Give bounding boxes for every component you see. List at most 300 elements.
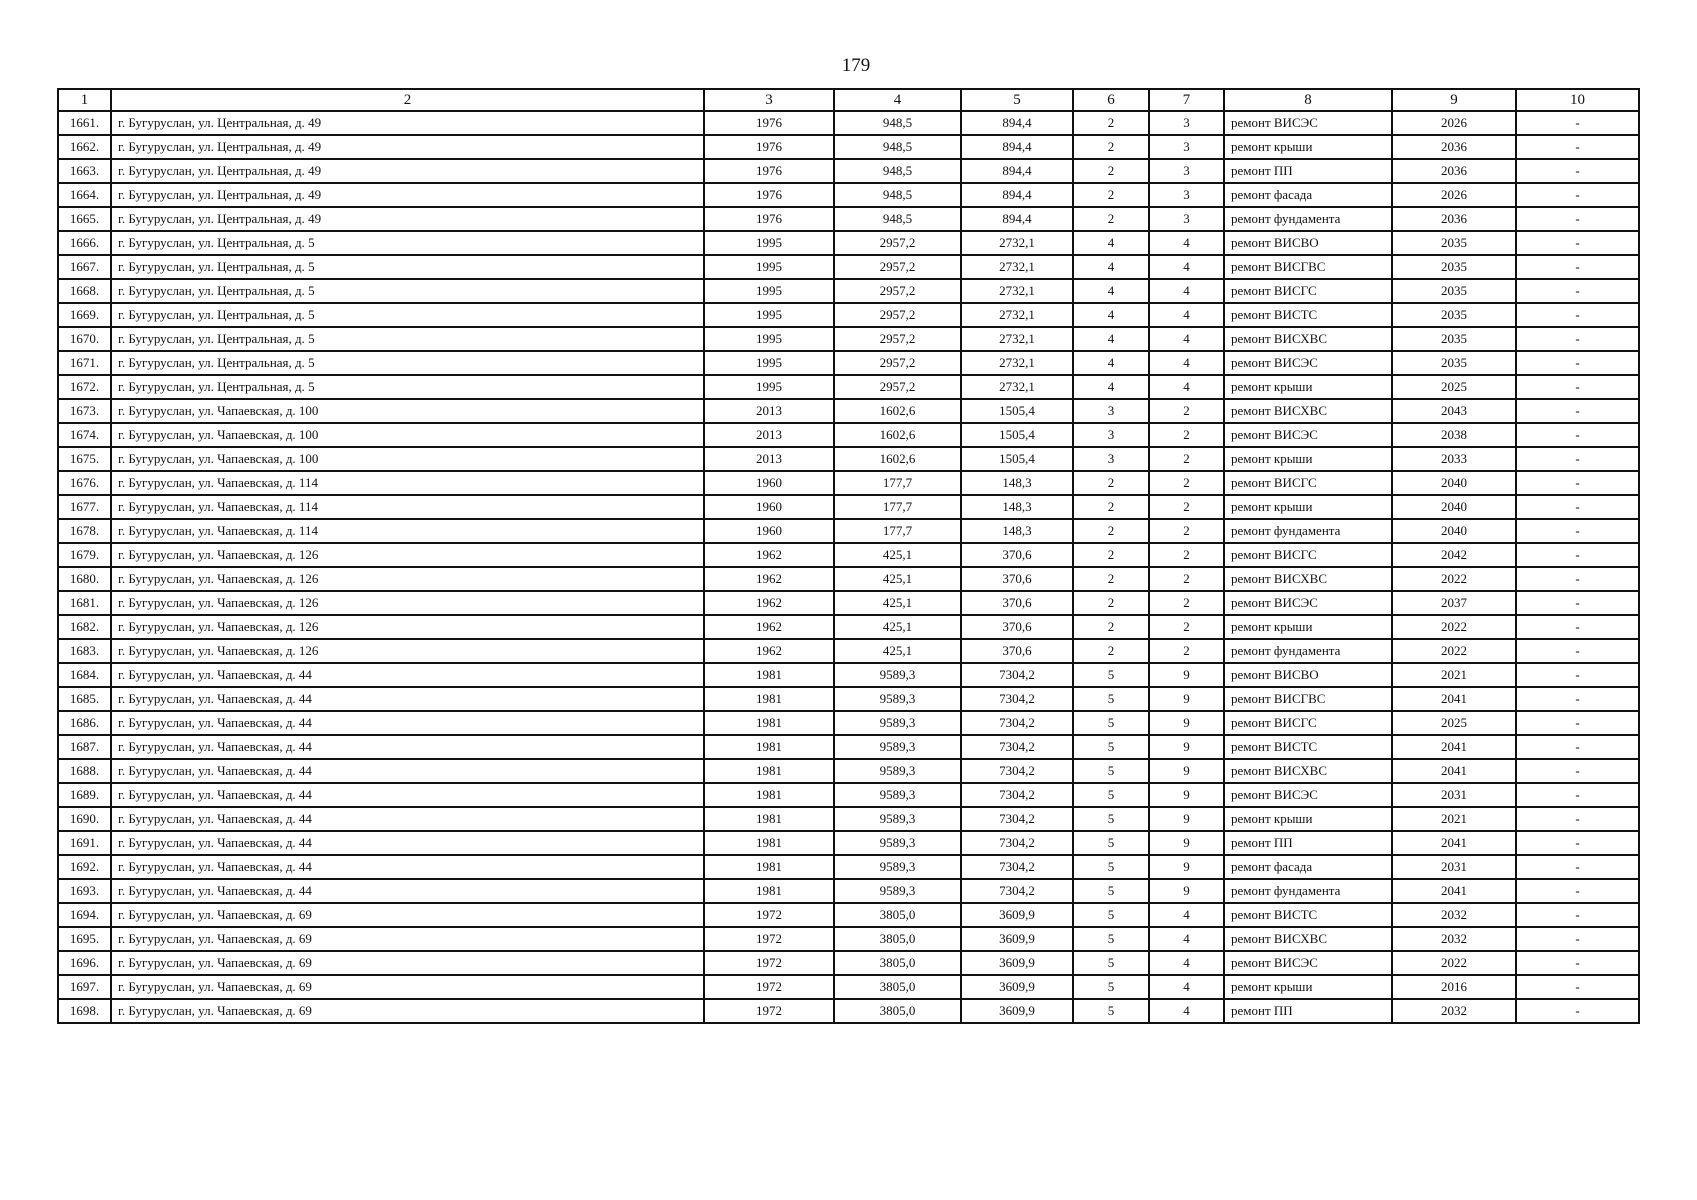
cell-year: 1995 — [704, 375, 834, 399]
cell-address: г. Бугуруслан, ул. Чапаевская, д. 44 — [111, 735, 704, 759]
cell-living-area: 894,4 — [961, 207, 1073, 231]
table-row — [58, 951, 1639, 975]
cell-row-number: 1663. — [58, 159, 111, 183]
cell-work-type: ремонт ВИСХВС — [1224, 327, 1392, 351]
cell-floors: 5 — [1073, 831, 1149, 855]
table-row — [58, 159, 1639, 183]
cell-entrances: 3 — [1149, 111, 1224, 135]
cell-work-type: ремонт ПП — [1224, 159, 1392, 183]
cell-planned-year: 2043 — [1392, 399, 1516, 423]
cell-planned-year: 2022 — [1392, 639, 1516, 663]
cell-planned-year: 2035 — [1392, 327, 1516, 351]
cell-address: г. Бугуруслан, ул. Чапаевская, д. 100 — [111, 423, 704, 447]
cell-living-area: 370,6 — [961, 567, 1073, 591]
cell-note: - — [1516, 183, 1639, 207]
cell-entrances: 2 — [1149, 399, 1224, 423]
cell-floors: 4 — [1073, 351, 1149, 375]
cell-row-number: 1674. — [58, 423, 111, 447]
cell-floors: 2 — [1073, 135, 1149, 159]
table-row — [58, 903, 1639, 927]
table-row — [58, 543, 1639, 567]
cell-planned-year: 2040 — [1392, 471, 1516, 495]
cell-note: - — [1516, 591, 1639, 615]
cell-year: 1976 — [704, 111, 834, 135]
cell-row-number: 1682. — [58, 615, 111, 639]
cell-living-area: 3609,9 — [961, 975, 1073, 999]
cell-entrances: 9 — [1149, 735, 1224, 759]
cell-entrances: 9 — [1149, 759, 1224, 783]
cell-floors: 5 — [1073, 687, 1149, 711]
cell-note: - — [1516, 783, 1639, 807]
col-header-4: 4 — [834, 89, 961, 111]
cell-entrances: 4 — [1149, 231, 1224, 255]
cell-year: 1962 — [704, 543, 834, 567]
col-header-2: 2 — [111, 89, 704, 111]
cell-note: - — [1516, 711, 1639, 735]
cell-planned-year: 2036 — [1392, 207, 1516, 231]
cell-floors: 4 — [1073, 375, 1149, 399]
cell-row-number: 1664. — [58, 183, 111, 207]
cell-work-type: ремонт фасада — [1224, 183, 1392, 207]
cell-planned-year: 2032 — [1392, 927, 1516, 951]
table-row — [58, 183, 1639, 207]
cell-note: - — [1516, 543, 1639, 567]
cell-floors: 3 — [1073, 399, 1149, 423]
cell-work-type: ремонт фасада — [1224, 855, 1392, 879]
cell-living-area: 2732,1 — [961, 351, 1073, 375]
cell-floors: 5 — [1073, 711, 1149, 735]
cell-entrances: 9 — [1149, 783, 1224, 807]
cell-living-area: 370,6 — [961, 639, 1073, 663]
cell-note: - — [1516, 375, 1639, 399]
cell-living-area: 894,4 — [961, 135, 1073, 159]
cell-address: г. Бугуруслан, ул. Чапаевская, д. 100 — [111, 447, 704, 471]
cell-planned-year: 2022 — [1392, 951, 1516, 975]
cell-work-type: ремонт крыши — [1224, 495, 1392, 519]
cell-row-number: 1695. — [58, 927, 111, 951]
cell-entrances: 4 — [1149, 303, 1224, 327]
cell-year: 1995 — [704, 351, 834, 375]
cell-planned-year: 2035 — [1392, 303, 1516, 327]
cell-planned-year: 2022 — [1392, 615, 1516, 639]
cell-planned-year: 2033 — [1392, 447, 1516, 471]
cell-planned-year: 2025 — [1392, 711, 1516, 735]
cell-entrances: 9 — [1149, 831, 1224, 855]
cell-address: г. Бугуруслан, ул. Чапаевская, д. 114 — [111, 495, 704, 519]
cell-work-type: ремонт ВИСВО — [1224, 231, 1392, 255]
cell-address: г. Бугуруслан, ул. Центральная, д. 5 — [111, 375, 704, 399]
cell-year: 1972 — [704, 975, 834, 999]
cell-entrances: 2 — [1149, 447, 1224, 471]
header-row — [58, 89, 1639, 111]
cell-total-area: 425,1 — [834, 591, 961, 615]
cell-total-area: 9589,3 — [834, 663, 961, 687]
cell-row-number: 1686. — [58, 711, 111, 735]
cell-year: 1972 — [704, 903, 834, 927]
cell-total-area: 948,5 — [834, 111, 961, 135]
cell-living-area: 7304,2 — [961, 759, 1073, 783]
cell-address: г. Бугуруслан, ул. Чапаевская, д. 44 — [111, 831, 704, 855]
cell-row-number: 1665. — [58, 207, 111, 231]
cell-year: 1960 — [704, 495, 834, 519]
cell-year: 1976 — [704, 183, 834, 207]
table-row — [58, 279, 1639, 303]
cell-living-area: 2732,1 — [961, 255, 1073, 279]
cell-year: 1962 — [704, 591, 834, 615]
cell-living-area: 3609,9 — [961, 927, 1073, 951]
cell-planned-year: 2038 — [1392, 423, 1516, 447]
cell-address: г. Бугуруслан, ул. Центральная, д. 5 — [111, 327, 704, 351]
cell-floors: 5 — [1073, 927, 1149, 951]
cell-floors: 5 — [1073, 903, 1149, 927]
cell-entrances: 4 — [1149, 255, 1224, 279]
cell-row-number: 1688. — [58, 759, 111, 783]
cell-planned-year: 2041 — [1392, 879, 1516, 903]
cell-row-number: 1683. — [58, 639, 111, 663]
cell-address: г. Бугуруслан, ул. Центральная, д. 5 — [111, 303, 704, 327]
cell-note: - — [1516, 927, 1639, 951]
cell-note: - — [1516, 663, 1639, 687]
cell-planned-year: 2041 — [1392, 759, 1516, 783]
cell-row-number: 1676. — [58, 471, 111, 495]
cell-living-area: 7304,2 — [961, 807, 1073, 831]
cell-living-area: 148,3 — [961, 471, 1073, 495]
cell-work-type: ремонт фундамента — [1224, 639, 1392, 663]
cell-year: 1995 — [704, 231, 834, 255]
cell-living-area: 2732,1 — [961, 279, 1073, 303]
cell-note: - — [1516, 615, 1639, 639]
cell-total-area: 948,5 — [834, 183, 961, 207]
table-row — [58, 807, 1639, 831]
cell-living-area: 370,6 — [961, 591, 1073, 615]
cell-living-area: 1505,4 — [961, 423, 1073, 447]
cell-floors: 2 — [1073, 111, 1149, 135]
cell-planned-year: 2042 — [1392, 543, 1516, 567]
cell-living-area: 148,3 — [961, 495, 1073, 519]
cell-year: 1972 — [704, 999, 834, 1023]
cell-living-area: 370,6 — [961, 543, 1073, 567]
cell-floors: 2 — [1073, 495, 1149, 519]
cell-address: г. Бугуруслан, ул. Центральная, д. 49 — [111, 159, 704, 183]
cell-note: - — [1516, 855, 1639, 879]
cell-floors: 5 — [1073, 975, 1149, 999]
cell-floors: 4 — [1073, 303, 1149, 327]
cell-note: - — [1516, 903, 1639, 927]
cell-entrances: 9 — [1149, 807, 1224, 831]
cell-row-number: 1692. — [58, 855, 111, 879]
cell-year: 1976 — [704, 207, 834, 231]
cell-entrances: 4 — [1149, 951, 1224, 975]
cell-entrances: 3 — [1149, 135, 1224, 159]
table-body — [58, 111, 1639, 1023]
cell-work-type: ремонт крыши — [1224, 807, 1392, 831]
cell-total-area: 2957,2 — [834, 303, 961, 327]
cell-year: 1995 — [704, 279, 834, 303]
table-row — [58, 663, 1639, 687]
cell-entrances: 4 — [1149, 279, 1224, 303]
cell-planned-year: 2035 — [1392, 231, 1516, 255]
cell-total-area: 1602,6 — [834, 399, 961, 423]
cell-row-number: 1661. — [58, 111, 111, 135]
cell-note: - — [1516, 735, 1639, 759]
col-header-7: 7 — [1149, 89, 1224, 111]
cell-note: - — [1516, 471, 1639, 495]
cell-year: 1976 — [704, 135, 834, 159]
cell-living-area: 7304,2 — [961, 663, 1073, 687]
cell-planned-year: 2040 — [1392, 519, 1516, 543]
cell-note: - — [1516, 495, 1639, 519]
cell-entrances: 2 — [1149, 615, 1224, 639]
table-row — [58, 495, 1639, 519]
cell-work-type: ремонт ВИСГС — [1224, 471, 1392, 495]
cell-planned-year: 2021 — [1392, 663, 1516, 687]
cell-address: г. Бугуруслан, ул. Чапаевская, д. 69 — [111, 975, 704, 999]
table-row — [58, 111, 1639, 135]
cell-entrances: 2 — [1149, 423, 1224, 447]
cell-work-type: ремонт ВИСХВС — [1224, 399, 1392, 423]
cell-total-area: 9589,3 — [834, 783, 961, 807]
cell-note: - — [1516, 567, 1639, 591]
table-row — [58, 999, 1639, 1023]
cell-work-type: ремонт фундамента — [1224, 879, 1392, 903]
cell-planned-year: 2041 — [1392, 735, 1516, 759]
cell-planned-year: 2025 — [1392, 375, 1516, 399]
cell-work-type: ремонт ВИСХВС — [1224, 759, 1392, 783]
cell-work-type: ремонт ВИСЭС — [1224, 783, 1392, 807]
cell-note: - — [1516, 519, 1639, 543]
cell-note: - — [1516, 951, 1639, 975]
cell-year: 1962 — [704, 639, 834, 663]
cell-note: - — [1516, 351, 1639, 375]
cell-work-type: ремонт ПП — [1224, 999, 1392, 1023]
cell-total-area: 9589,3 — [834, 831, 961, 855]
cell-entrances: 2 — [1149, 591, 1224, 615]
table-row — [58, 207, 1639, 231]
cell-living-area: 148,3 — [961, 519, 1073, 543]
cell-planned-year: 2036 — [1392, 135, 1516, 159]
cell-note: - — [1516, 999, 1639, 1023]
cell-work-type: ремонт ПП — [1224, 831, 1392, 855]
cell-year: 1976 — [704, 159, 834, 183]
table-row — [58, 927, 1639, 951]
cell-address: г. Бугуруслан, ул. Чапаевская, д. 44 — [111, 855, 704, 879]
table-row — [58, 519, 1639, 543]
cell-address: г. Бугуруслан, ул. Чапаевская, д. 44 — [111, 783, 704, 807]
cell-total-area: 2957,2 — [834, 231, 961, 255]
cell-address: г. Бугуруслан, ул. Чапаевская, д. 44 — [111, 687, 704, 711]
cell-note: - — [1516, 423, 1639, 447]
cell-entrances: 2 — [1149, 567, 1224, 591]
cell-work-type: ремонт крыши — [1224, 615, 1392, 639]
cell-year: 1981 — [704, 687, 834, 711]
cell-work-type: ремонт ВИСЭС — [1224, 951, 1392, 975]
cell-living-area: 7304,2 — [961, 687, 1073, 711]
cell-year: 1962 — [704, 615, 834, 639]
cell-row-number: 1681. — [58, 591, 111, 615]
cell-total-area: 948,5 — [834, 207, 961, 231]
cell-year: 1981 — [704, 711, 834, 735]
cell-year: 1981 — [704, 879, 834, 903]
cell-entrances: 4 — [1149, 927, 1224, 951]
cell-address: г. Бугуруслан, ул. Центральная, д. 5 — [111, 255, 704, 279]
cell-living-area: 7304,2 — [961, 711, 1073, 735]
cell-work-type: ремонт фундамента — [1224, 207, 1392, 231]
cell-planned-year: 2021 — [1392, 807, 1516, 831]
cell-year: 1972 — [704, 951, 834, 975]
cell-row-number: 1697. — [58, 975, 111, 999]
cell-planned-year: 2041 — [1392, 687, 1516, 711]
cell-floors: 5 — [1073, 807, 1149, 831]
cell-work-type: ремонт ВИСГВС — [1224, 255, 1392, 279]
cell-year: 1981 — [704, 783, 834, 807]
cell-year: 1995 — [704, 255, 834, 279]
cell-note: - — [1516, 399, 1639, 423]
cell-address: г. Бугуруслан, ул. Чапаевская, д. 44 — [111, 759, 704, 783]
cell-planned-year: 2026 — [1392, 111, 1516, 135]
cell-year: 1995 — [704, 327, 834, 351]
cell-address: г. Бугуруслан, ул. Чапаевская, д. 44 — [111, 663, 704, 687]
cell-work-type: ремонт ВИСЭС — [1224, 591, 1392, 615]
cell-year: 1981 — [704, 855, 834, 879]
cell-row-number: 1694. — [58, 903, 111, 927]
cell-work-type: ремонт ВИСХВС — [1224, 927, 1392, 951]
cell-floors: 5 — [1073, 759, 1149, 783]
cell-row-number: 1677. — [58, 495, 111, 519]
table-row — [58, 399, 1639, 423]
cell-address: г. Бугуруслан, ул. Чапаевская, д. 126 — [111, 639, 704, 663]
cell-living-area: 3609,9 — [961, 999, 1073, 1023]
cell-year: 1981 — [704, 807, 834, 831]
table-row — [58, 471, 1639, 495]
cell-row-number: 1678. — [58, 519, 111, 543]
table-row — [58, 639, 1639, 663]
cell-floors: 4 — [1073, 231, 1149, 255]
cell-total-area: 3805,0 — [834, 903, 961, 927]
cell-entrances: 4 — [1149, 351, 1224, 375]
cell-note: - — [1516, 975, 1639, 999]
cell-address: г. Бугуруслан, ул. Центральная, д. 49 — [111, 135, 704, 159]
cell-total-area: 2957,2 — [834, 255, 961, 279]
cell-row-number: 1679. — [58, 543, 111, 567]
col-header-9: 9 — [1392, 89, 1516, 111]
cell-floors: 5 — [1073, 951, 1149, 975]
cell-entrances: 4 — [1149, 327, 1224, 351]
cell-living-area: 2732,1 — [961, 231, 1073, 255]
cell-entrances: 4 — [1149, 975, 1224, 999]
cell-note: - — [1516, 807, 1639, 831]
cell-note: - — [1516, 279, 1639, 303]
col-header-5: 5 — [961, 89, 1073, 111]
cell-year: 1995 — [704, 303, 834, 327]
cell-year: 2013 — [704, 423, 834, 447]
cell-address: г. Бугуруслан, ул. Центральная, д. 5 — [111, 231, 704, 255]
cell-note: - — [1516, 303, 1639, 327]
cell-floors: 2 — [1073, 543, 1149, 567]
cell-planned-year: 2035 — [1392, 279, 1516, 303]
cell-total-area: 425,1 — [834, 615, 961, 639]
cell-row-number: 1684. — [58, 663, 111, 687]
cell-address: г. Бугуруслан, ул. Чапаевская, д. 114 — [111, 519, 704, 543]
cell-total-area: 425,1 — [834, 543, 961, 567]
cell-work-type: ремонт фундамента — [1224, 519, 1392, 543]
cell-work-type: ремонт ВИСТС — [1224, 735, 1392, 759]
cell-work-type: ремонт ВИСЭС — [1224, 111, 1392, 135]
cell-year: 1981 — [704, 759, 834, 783]
cell-planned-year: 2036 — [1392, 159, 1516, 183]
cell-living-area: 1505,4 — [961, 399, 1073, 423]
table-row — [58, 975, 1639, 999]
cell-note: - — [1516, 111, 1639, 135]
cell-entrances: 4 — [1149, 999, 1224, 1023]
cell-total-area: 3805,0 — [834, 927, 961, 951]
cell-work-type: ремонт крыши — [1224, 135, 1392, 159]
cell-year: 1960 — [704, 519, 834, 543]
cell-total-area: 3805,0 — [834, 975, 961, 999]
cell-living-area: 3609,9 — [961, 951, 1073, 975]
cell-entrances: 3 — [1149, 207, 1224, 231]
cell-living-area: 2732,1 — [961, 327, 1073, 351]
cell-address: г. Бугуруслан, ул. Чапаевская, д. 126 — [111, 543, 704, 567]
cell-address: г. Бугуруслан, ул. Чапаевская, д. 126 — [111, 615, 704, 639]
cell-floors: 2 — [1073, 159, 1149, 183]
cell-floors: 2 — [1073, 591, 1149, 615]
cell-work-type: ремонт ВИСВО — [1224, 663, 1392, 687]
cell-year: 1972 — [704, 927, 834, 951]
cell-planned-year: 2016 — [1392, 975, 1516, 999]
cell-living-area: 894,4 — [961, 159, 1073, 183]
cell-living-area: 1505,4 — [961, 447, 1073, 471]
cell-note: - — [1516, 879, 1639, 903]
cell-year: 1981 — [704, 735, 834, 759]
cell-address: г. Бугуруслан, ул. Чапаевская, д. 126 — [111, 567, 704, 591]
cell-total-area: 9589,3 — [834, 735, 961, 759]
cell-total-area: 2957,2 — [834, 375, 961, 399]
cell-total-area: 9589,3 — [834, 855, 961, 879]
col-header-1: 1 — [58, 89, 111, 111]
cell-living-area: 3609,9 — [961, 903, 1073, 927]
cell-row-number: 1666. — [58, 231, 111, 255]
table-row — [58, 831, 1639, 855]
cell-row-number: 1696. — [58, 951, 111, 975]
cell-note: - — [1516, 447, 1639, 471]
cell-total-area: 9589,3 — [834, 879, 961, 903]
cell-entrances: 2 — [1149, 639, 1224, 663]
cell-living-area: 2732,1 — [961, 375, 1073, 399]
cell-row-number: 1693. — [58, 879, 111, 903]
cell-living-area: 2732,1 — [961, 303, 1073, 327]
table-row — [58, 303, 1639, 327]
cell-planned-year: 2040 — [1392, 495, 1516, 519]
cell-floors: 2 — [1073, 567, 1149, 591]
cell-planned-year: 2041 — [1392, 831, 1516, 855]
cell-address: г. Бугуруслан, ул. Чапаевская, д. 44 — [111, 807, 704, 831]
cell-total-area: 425,1 — [834, 567, 961, 591]
cell-address: г. Бугуруслан, ул. Чапаевская, д. 100 — [111, 399, 704, 423]
cell-address: г. Бугуруслан, ул. Центральная, д. 5 — [111, 279, 704, 303]
cell-floors: 3 — [1073, 423, 1149, 447]
cell-floors: 5 — [1073, 855, 1149, 879]
cell-note: - — [1516, 231, 1639, 255]
cell-address: г. Бугуруслан, ул. Чапаевская, д. 69 — [111, 927, 704, 951]
cell-planned-year: 2031 — [1392, 855, 1516, 879]
table-row — [58, 879, 1639, 903]
cell-work-type: ремонт ВИСЭС — [1224, 423, 1392, 447]
cell-floors: 4 — [1073, 279, 1149, 303]
cell-entrances: 9 — [1149, 687, 1224, 711]
cell-living-area: 7304,2 — [961, 735, 1073, 759]
cell-row-number: 1670. — [58, 327, 111, 351]
table-row — [58, 711, 1639, 735]
